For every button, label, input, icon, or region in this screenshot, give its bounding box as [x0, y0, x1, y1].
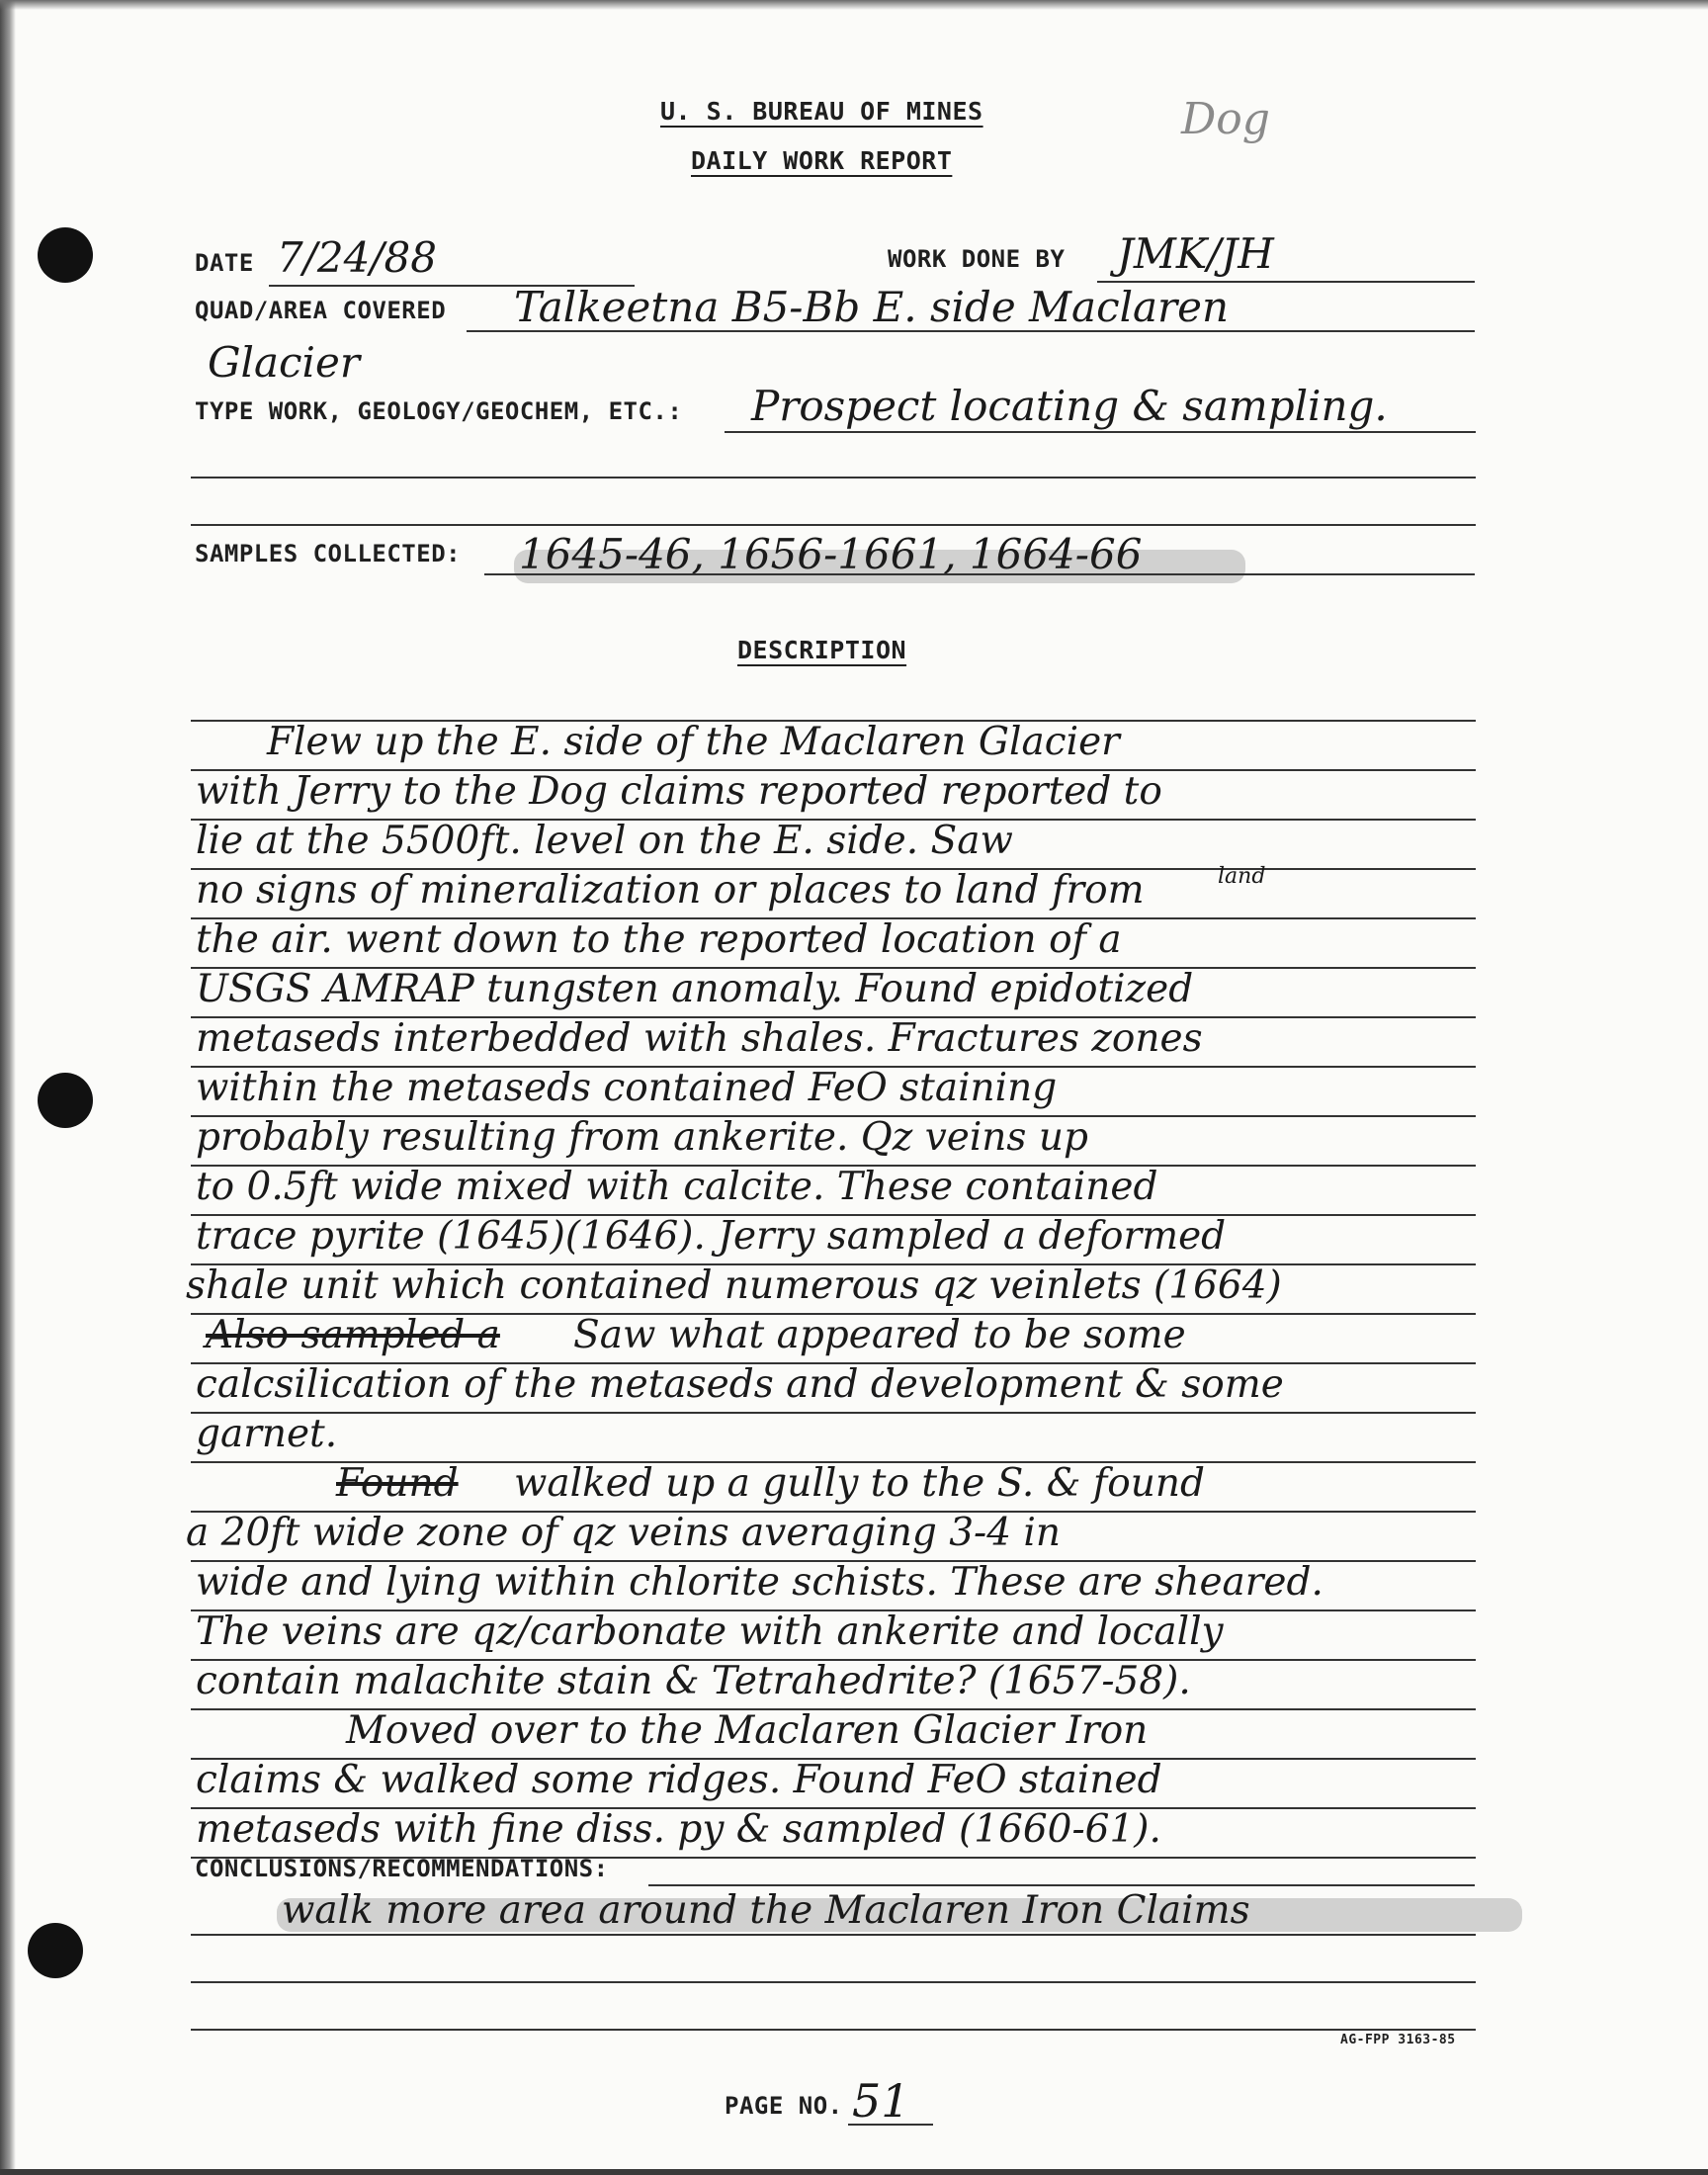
quad-value-line1: Talkeetna B5-Bb E. side Maclaren	[514, 283, 1230, 331]
desc-line-21: Moved over to the Maclaren Glacier Iron	[346, 1708, 1149, 1753]
struck-text-2: Found	[336, 1461, 459, 1506]
desc-line-20: contain malachite stain & Tetrahedrite? (1657-58).	[196, 1659, 1191, 1703]
insert-word: land	[1218, 864, 1266, 889]
struck-text-1: Also sampled a	[206, 1313, 500, 1357]
desc-line-4: no signs of mineralization or places to land from	[196, 868, 1145, 913]
description-heading: DESCRIPTION	[737, 636, 907, 664]
desc-line-19: The veins are qz/carbonate with ankerite and locally	[196, 1610, 1224, 1654]
desc-line-12: shale unit which contained numerous qz veinlets (1664)	[186, 1263, 1282, 1308]
desc-line-11: trace pyrite (1645)(1646). Jerry sampled a deformed	[196, 1214, 1227, 1259]
desc-line-13: Saw what appeared to be some	[573, 1313, 1186, 1357]
work-done-by-label: WORK DONE BY	[888, 245, 1066, 273]
scan-edge-bottom	[0, 2169, 1708, 2175]
desc-line-14: calcsilication of the metaseds and development & some	[196, 1362, 1284, 1407]
desc-line-16: walked up a gully to the S. & found	[514, 1461, 1205, 1506]
conclusions-rule-2	[191, 1934, 1476, 1936]
conclusions-rule-3	[191, 1981, 1476, 1983]
desc-line-15: garnet.	[196, 1412, 338, 1456]
desc-line-17: a 20ft wide zone of qz veins averaging 3-4 in	[186, 1511, 1062, 1555]
conclusions-label: CONCLUSIONS/RECOMMENDATIONS:	[195, 1855, 609, 1882]
samples-value: 1645-46, 1656-1661, 1664-66	[519, 530, 1143, 578]
desc-line-9: probably resulting from ankerite. Qz veins up	[196, 1115, 1088, 1160]
desc-line-2: with Jerry to the Dog claims reported reported to	[196, 769, 1162, 814]
conclusions-text: walk more area around the Maclaren Iron Claims	[282, 1888, 1250, 1933]
quad-rule-1	[467, 330, 1475, 332]
binder-hole-middle	[38, 1073, 93, 1128]
desc-line-6: USGS AMRAP tungsten anomaly. Found epidotized	[196, 967, 1194, 1011]
desc-line-3: lie at the 5500ft. level on the E. side. Saw	[196, 819, 1013, 863]
quad-label: QUAD/AREA COVERED	[195, 297, 447, 324]
work-done-by-value: JMK/JH	[1117, 229, 1274, 278]
type-work-rule-1	[725, 431, 1476, 433]
binder-hole-top	[38, 227, 93, 283]
binder-hole-bottom	[28, 1923, 83, 1978]
conclusions-rule-4	[191, 2029, 1476, 2031]
form-title: DAILY WORK REPORT	[691, 146, 953, 175]
desc-line-5: the air. went down to the reported location of a	[196, 917, 1122, 962]
form-code: AG-FPP 3163-85	[1340, 2033, 1456, 2047]
quad-value-line2: Glacier	[208, 338, 360, 387]
desc-line-1: Flew up the E. side of the Maclaren Glacier	[267, 720, 1120, 764]
description-rule	[191, 1412, 1476, 1414]
page-number-rule	[848, 2124, 933, 2126]
date-value: 7/24/88	[277, 233, 437, 282]
desc-line-8: within the metaseds contained FeO staining	[196, 1066, 1058, 1110]
type-work-value: Prospect locating & sampling.	[751, 382, 1388, 430]
agency-title: U. S. BUREAU OF MINES	[660, 97, 983, 126]
date-label: DATE	[195, 249, 254, 277]
scan-edge-top	[0, 0, 1708, 10]
desc-line-7: metaseds interbedded with shales. Fractures zones	[196, 1016, 1203, 1061]
conclusions-rule-1	[648, 1884, 1475, 1886]
desc-line-22: claims & walked some ridges. Found FeO stained	[196, 1758, 1162, 1802]
type-work-rule-2	[191, 477, 1476, 478]
samples-rule	[484, 573, 1475, 575]
desc-line-18: wide and lying within chlorite schists. These are sheared.	[196, 1560, 1324, 1605]
page-number-value: 51	[852, 2074, 910, 2128]
type-work-rule-3	[191, 524, 1476, 526]
page-number-label: PAGE NO.	[725, 2092, 843, 2120]
desc-line-23: metaseds with fine diss. py & sampled (1660-61).	[196, 1807, 1161, 1852]
scan-edge-left	[0, 0, 16, 2175]
samples-label: SAMPLES COLLECTED:	[195, 540, 462, 567]
margin-note: Dog	[1181, 94, 1270, 144]
desc-line-10: to 0.5ft wide mixed with calcite. These contained	[196, 1165, 1158, 1209]
type-work-label: TYPE WORK, GEOLOGY/GEOCHEM, ETC.:	[195, 397, 683, 425]
